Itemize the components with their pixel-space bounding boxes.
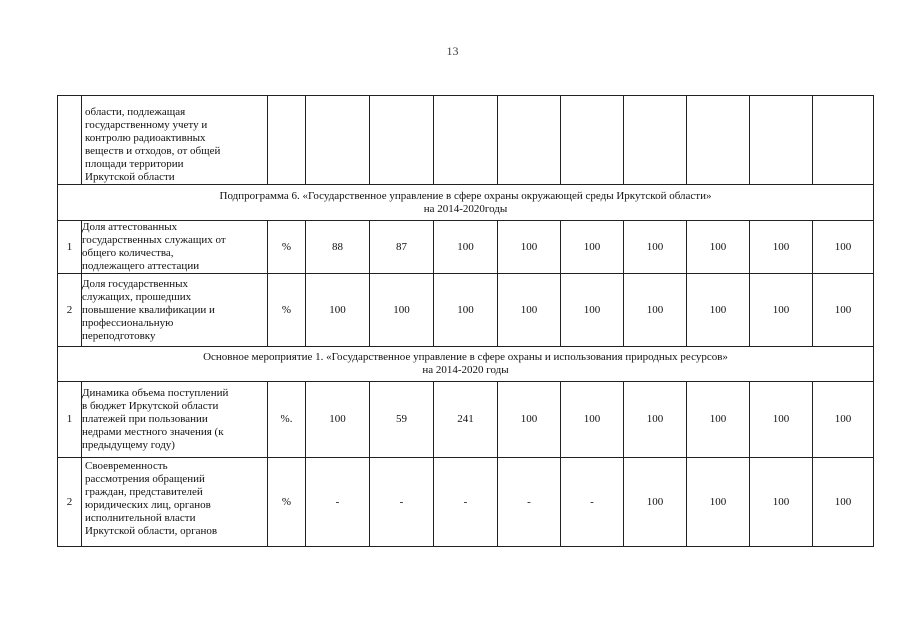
unit-cell: % bbox=[268, 221, 306, 274]
indicator-name-line: подлежащего аттестации bbox=[82, 260, 200, 272]
indicator-name-line: государственных служащих от bbox=[82, 234, 226, 246]
value-cell: 100 bbox=[561, 221, 624, 274]
table-row bbox=[58, 274, 874, 347]
value-cell: 100 bbox=[624, 458, 687, 547]
row-number-cell: 2 bbox=[58, 458, 82, 547]
indicator-name-line: юридических лиц, органов bbox=[85, 499, 211, 511]
value-cell bbox=[434, 96, 498, 185]
value-cell: - bbox=[498, 458, 561, 547]
indicator-name-line: профессиональную bbox=[82, 316, 174, 329]
unit-cell: %. bbox=[268, 382, 306, 458]
value-cell: 100 bbox=[624, 274, 687, 347]
indicator-name-line: Динамика объема поступлений bbox=[82, 387, 229, 399]
indicator-name-cell bbox=[82, 274, 268, 347]
value-cell: - bbox=[561, 458, 624, 547]
indicator-name-line: недрами местного значения (к bbox=[82, 426, 224, 438]
section-header-row bbox=[58, 185, 874, 221]
value-cell: 100 bbox=[687, 221, 750, 274]
indicator-name-line: Доля аттестованных bbox=[82, 221, 178, 233]
indicator-name-line: повышение квалификации и bbox=[82, 303, 215, 316]
row-number-cell bbox=[58, 96, 82, 185]
unit-cell: % bbox=[268, 274, 306, 347]
indicator-name-line: в бюджет Иркутской области bbox=[82, 400, 219, 412]
value-cell: 100 bbox=[498, 382, 561, 458]
value-cell: - bbox=[434, 458, 498, 547]
value-cell: 88 bbox=[306, 221, 370, 274]
value-cell: 100 bbox=[750, 458, 813, 547]
value-cell bbox=[624, 96, 687, 185]
value-cell bbox=[370, 96, 434, 185]
section-period: на 2014-2020годы bbox=[423, 202, 508, 215]
value-cell: - bbox=[370, 458, 434, 547]
value-cell: 241 bbox=[434, 382, 498, 458]
value-cell: 59 bbox=[370, 382, 434, 458]
section-header-row bbox=[58, 347, 874, 382]
value-cell bbox=[561, 96, 624, 185]
table-row bbox=[58, 221, 874, 274]
value-cell: 100 bbox=[306, 382, 370, 458]
indicator-name-line: служащих, прошедших bbox=[82, 290, 192, 303]
table-row bbox=[58, 382, 874, 458]
indicator-name-line: государственному учету и bbox=[85, 119, 208, 131]
value-cell: 100 bbox=[624, 382, 687, 458]
value-cell: 100 bbox=[687, 274, 750, 347]
value-cell: 100 bbox=[813, 221, 874, 274]
indicator-name-line: предыдущему году) bbox=[82, 439, 175, 451]
row-number-cell: 1 bbox=[58, 221, 82, 274]
indicator-name-line: контролю радиоактивных bbox=[85, 132, 206, 144]
indicator-name-line: Доля государственных bbox=[82, 277, 189, 290]
indicator-name-line: Иркутской области bbox=[85, 171, 175, 183]
value-cell: 100 bbox=[687, 382, 750, 458]
value-cell: 100 bbox=[561, 382, 624, 458]
indicator-name-line: площади территории bbox=[85, 158, 184, 170]
indicator-name-line: платежей при пользовании bbox=[82, 413, 208, 425]
value-cell: 100 bbox=[624, 221, 687, 274]
value-cell bbox=[687, 96, 750, 185]
indicator-name-cell bbox=[82, 382, 268, 458]
value-cell: 87 bbox=[370, 221, 434, 274]
unit-cell: % bbox=[268, 458, 306, 547]
value-cell: 100 bbox=[813, 274, 874, 347]
indicator-name-line: граждан, представителей bbox=[85, 486, 203, 498]
value-cell: 100 bbox=[813, 458, 874, 547]
indicator-name-line: области, подлежащая bbox=[85, 106, 186, 118]
value-cell bbox=[498, 96, 561, 185]
indicator-name-line: рассмотрения обращений bbox=[85, 473, 205, 485]
value-cell: 100 bbox=[750, 274, 813, 347]
row-number-cell: 2 bbox=[58, 274, 82, 347]
indicator-name-cell bbox=[82, 458, 268, 547]
value-cell: 100 bbox=[498, 221, 561, 274]
value-cell: 100 bbox=[750, 382, 813, 458]
value-cell: 100 bbox=[306, 274, 370, 347]
value-cell: 100 bbox=[434, 221, 498, 274]
value-cell: 100 bbox=[750, 221, 813, 274]
section-header bbox=[58, 185, 874, 221]
indicator-name-line: веществ и отходов, от общей bbox=[85, 145, 221, 157]
indicator-name-line: Иркутской области, органов bbox=[85, 525, 218, 537]
unit-cell bbox=[268, 96, 306, 185]
row-number-cell: 1 bbox=[58, 382, 82, 458]
indicator-name-line: исполнительной власти bbox=[85, 512, 196, 524]
value-cell: 100 bbox=[561, 274, 624, 347]
value-cell: 100 bbox=[370, 274, 434, 347]
section-period: на 2014-2020 годы bbox=[422, 364, 509, 376]
section-title: Основное мероприятие 1. «Государственное управление в сфере охраны и использования природных ресурсов» bbox=[203, 351, 728, 363]
value-cell: 100 bbox=[687, 458, 750, 547]
value-cell: 100 bbox=[434, 274, 498, 347]
value-cell: 100 bbox=[813, 382, 874, 458]
section-header bbox=[58, 347, 874, 382]
value-cell bbox=[813, 96, 874, 185]
section-title: Подпрограмма 6. «Государственное управление в сфере охраны окружающей среды Иркутской области» bbox=[219, 189, 712, 202]
table-row bbox=[58, 458, 874, 547]
indicator-table bbox=[57, 95, 874, 547]
indicator-name-line: Своевременность bbox=[85, 460, 168, 472]
indicator-name-cell bbox=[82, 96, 268, 185]
value-cell: - bbox=[306, 458, 370, 547]
indicator-name-line: переподготовку bbox=[82, 329, 156, 342]
indicator-name-line: общего количества, bbox=[82, 247, 174, 259]
value-cell: 100 bbox=[498, 274, 561, 347]
indicator-name-cell bbox=[82, 221, 268, 274]
page-number: 13 bbox=[446, 44, 459, 58]
value-cell bbox=[306, 96, 370, 185]
value-cell bbox=[750, 96, 813, 185]
table-row bbox=[58, 96, 874, 185]
